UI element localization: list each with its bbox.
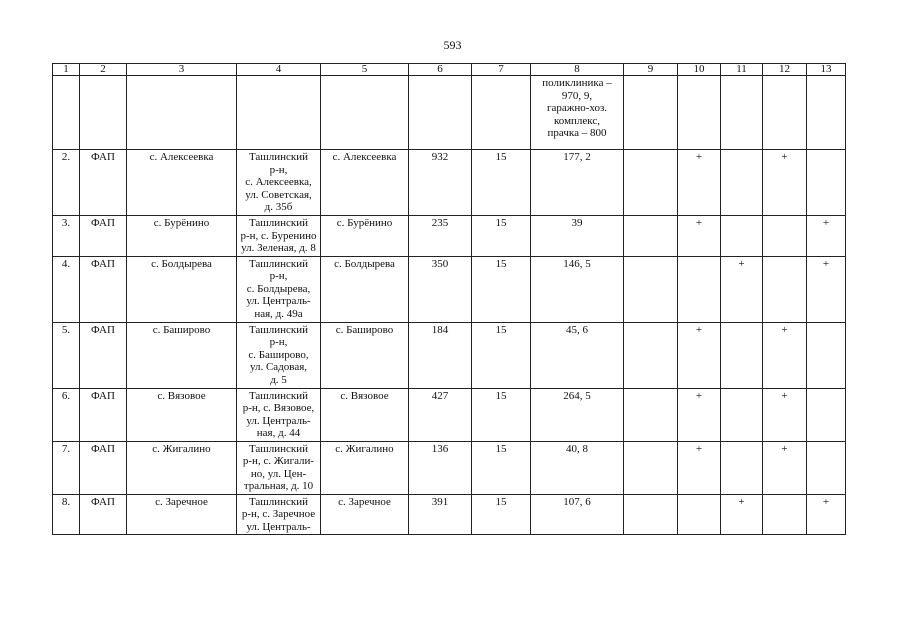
table-cell: 40, 8 xyxy=(531,441,624,494)
table-cell: с. Жигалино xyxy=(127,441,237,494)
table-cell: 4. xyxy=(53,256,80,322)
table-row xyxy=(53,216,846,257)
table-cell: ФАП xyxy=(80,216,127,257)
table-cell xyxy=(53,76,80,150)
table-cell: поликлиника – 970, 9, гаражно-хоз. комплекс, прачка – 800 xyxy=(531,76,624,150)
table-row xyxy=(53,494,846,535)
table-cell: ФАП xyxy=(80,494,127,535)
table-row xyxy=(53,150,846,216)
table-cell: с. Заречное xyxy=(127,494,237,535)
table-cell: 184 xyxy=(409,322,472,388)
table-cell xyxy=(807,322,846,388)
table-cell: + xyxy=(678,150,721,216)
table-cell: 264, 5 xyxy=(531,388,624,441)
table-cell: с. Вязовое xyxy=(321,388,409,441)
table-cell: + xyxy=(807,494,846,535)
table-cell: + xyxy=(678,388,721,441)
table-cell xyxy=(807,388,846,441)
table-cell: Ташлинский р-н, с. Алексеевка, ул. Советская, д. 35б xyxy=(237,150,321,216)
table-cell: с. Алексеевка xyxy=(321,150,409,216)
table-cell: + xyxy=(763,388,807,441)
table-cell: 350 xyxy=(409,256,472,322)
table-cell: с. Бурёнино xyxy=(321,216,409,257)
column-header: 11 xyxy=(721,64,763,76)
table-cell xyxy=(624,494,678,535)
facilities-table xyxy=(52,63,846,535)
table-cell xyxy=(624,322,678,388)
table-cell: + xyxy=(678,441,721,494)
table-cell: ФАП xyxy=(80,441,127,494)
table-cell: Ташлинский р-н, с. Баширово, ул. Садовая, д. 5 xyxy=(237,322,321,388)
table-cell: 391 xyxy=(409,494,472,535)
table-cell: с. Бурёнино xyxy=(127,216,237,257)
table-cell: + xyxy=(678,216,721,257)
table-cell xyxy=(807,76,846,150)
table-cell xyxy=(807,150,846,216)
table-cell: 107, 6 xyxy=(531,494,624,535)
table-cell: с. Заречное xyxy=(321,494,409,535)
table-row xyxy=(53,76,846,150)
table-cell xyxy=(721,441,763,494)
table-cell: с. Баширово xyxy=(321,322,409,388)
table-cell xyxy=(721,322,763,388)
column-header: 13 xyxy=(807,64,846,76)
table-cell xyxy=(807,441,846,494)
table-cell xyxy=(624,388,678,441)
table-cell: 15 xyxy=(472,441,531,494)
column-header: 7 xyxy=(472,64,531,76)
table-cell: + xyxy=(763,441,807,494)
table-cell xyxy=(321,76,409,150)
table-cell: 15 xyxy=(472,322,531,388)
table-cell: + xyxy=(678,322,721,388)
table-cell xyxy=(721,388,763,441)
table-cell: 39 xyxy=(531,216,624,257)
column-header: 3 xyxy=(127,64,237,76)
table-cell: ФАП xyxy=(80,388,127,441)
table-cell xyxy=(721,76,763,150)
table-cell xyxy=(678,76,721,150)
table-cell: + xyxy=(807,216,846,257)
table-cell xyxy=(127,76,237,150)
table-cell: с. Алексеевка xyxy=(127,150,237,216)
table-cell: 15 xyxy=(472,150,531,216)
table-cell xyxy=(624,256,678,322)
table-cell: 7. xyxy=(53,441,80,494)
table-cell xyxy=(472,76,531,150)
table-row xyxy=(53,322,846,388)
table-cell: 177, 2 xyxy=(531,150,624,216)
column-header: 9 xyxy=(624,64,678,76)
table-cell: 146, 5 xyxy=(531,256,624,322)
table-cell xyxy=(678,256,721,322)
table-cell: 3. xyxy=(53,216,80,257)
table-cell: 15 xyxy=(472,216,531,257)
column-header: 10 xyxy=(678,64,721,76)
table-cell: 6. xyxy=(53,388,80,441)
table-cell: 45, 6 xyxy=(531,322,624,388)
table-cell: с. Болдырева xyxy=(127,256,237,322)
table-cell xyxy=(624,216,678,257)
table-cell: 235 xyxy=(409,216,472,257)
table-cell: ФАП xyxy=(80,150,127,216)
table-cell: 136 xyxy=(409,441,472,494)
table-cell: ФАП xyxy=(80,322,127,388)
table-cell: Ташлинский р-н, с. Буренино ул. Зеленая, д. 8 xyxy=(237,216,321,257)
table-cell xyxy=(763,256,807,322)
table-cell: с. Жигалино xyxy=(321,441,409,494)
table-cell: 427 xyxy=(409,388,472,441)
table-cell: 15 xyxy=(472,256,531,322)
column-header: 6 xyxy=(409,64,472,76)
column-header: 8 xyxy=(531,64,624,76)
page-number: 593 xyxy=(443,38,462,52)
table-cell: + xyxy=(807,256,846,322)
table-cell: Ташлинский р-н, с. Болдырева, ул. Централь- ная, д. 49а xyxy=(237,256,321,322)
table-cell: ФАП xyxy=(80,256,127,322)
table-cell: 932 xyxy=(409,150,472,216)
table-cell xyxy=(763,494,807,535)
table-cell xyxy=(409,76,472,150)
table-cell: 8. xyxy=(53,494,80,535)
column-header: 4 xyxy=(237,64,321,76)
table-row xyxy=(53,256,846,322)
table-cell: Ташлинский р-н, с. Заречное ул. Централь- xyxy=(237,494,321,535)
column-number-row xyxy=(53,64,846,76)
table-cell: с. Вязовое xyxy=(127,388,237,441)
table-cell: Ташлинский р-н, с. Жигали- но, ул. Цен- тральная, д. 10 xyxy=(237,441,321,494)
table-cell xyxy=(721,216,763,257)
table-cell: 15 xyxy=(472,494,531,535)
table-cell: + xyxy=(721,494,763,535)
table-cell xyxy=(763,216,807,257)
table-cell xyxy=(763,76,807,150)
table-cell xyxy=(678,494,721,535)
table-cell xyxy=(624,441,678,494)
table-cell: Ташлинский р-н, с. Вязовое, ул. Централь- ная, д. 44 xyxy=(237,388,321,441)
table-cell xyxy=(624,150,678,216)
table-cell xyxy=(80,76,127,150)
table-cell: + xyxy=(763,322,807,388)
table-cell xyxy=(721,150,763,216)
table-cell: с. Болдырева xyxy=(321,256,409,322)
column-header: 1 xyxy=(53,64,80,76)
column-header: 2 xyxy=(80,64,127,76)
column-header: 5 xyxy=(321,64,409,76)
table-cell: с. Баширово xyxy=(127,322,237,388)
table-cell: + xyxy=(763,150,807,216)
table-cell: 15 xyxy=(472,388,531,441)
table-cell: 2. xyxy=(53,150,80,216)
table-cell xyxy=(624,76,678,150)
column-header: 12 xyxy=(763,64,807,76)
table-row xyxy=(53,388,846,441)
table-row xyxy=(53,441,846,494)
table-cell xyxy=(237,76,321,150)
table-cell: 5. xyxy=(53,322,80,388)
table-cell: + xyxy=(721,256,763,322)
